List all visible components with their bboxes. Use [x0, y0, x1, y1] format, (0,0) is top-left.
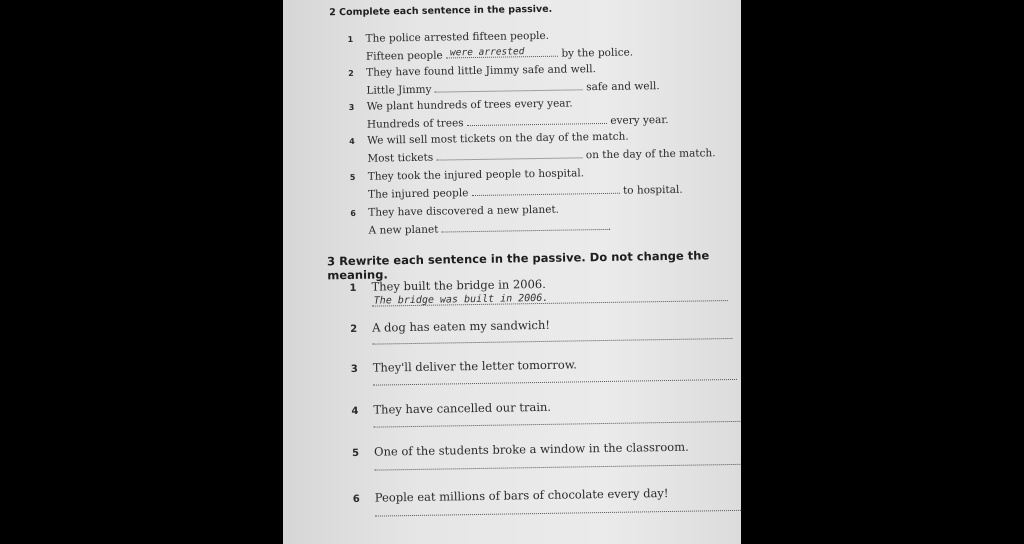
- s3-item-4-answer-line[interactable]: [374, 421, 741, 428]
- s3-item-1-sentence: 1 They built the bridge in 2006.: [349, 276, 546, 294]
- s2-item-2-sentence: 2 They have found little Jimmy safe and well.: [348, 63, 597, 79]
- s2-item-3-completion: Hundreds of trees every year.: [366, 113, 669, 131]
- section-3-instruction: Rewrite each sentence in the passive. Do not change the meaning.: [327, 248, 710, 283]
- s2-item-6-completion: A new planet .: [368, 220, 612, 237]
- s2-item-4-answer-blank[interactable]: [436, 147, 582, 160]
- section-2-heading: [329, 4, 552, 19]
- s3-item-6-answer-line[interactable]: [375, 510, 741, 517]
- s3-item-2-answer-line[interactable]: [372, 338, 732, 345]
- section-2-instruction: Complete each sentence in the passive.: [339, 3, 553, 19]
- s3-item-5-sentence: 5 One of the students broke a window in the classroom.: [352, 439, 689, 459]
- s3-item-3-sentence: 3 They'll deliver the letter tomorrow.: [350, 357, 578, 375]
- s2-item-2-answer-blank[interactable]: [435, 79, 583, 92]
- s3-item-2-sentence: 2 A dog has eaten my sandwich!: [350, 317, 551, 335]
- worksheet-content: [283, 0, 741, 544]
- s2-item-1-completion: Fifteen people were arrested by the police.: [365, 46, 634, 63]
- s3-item-6-sentence: 6 People eat millions of bars of chocolate every day!: [352, 486, 669, 505]
- s2-item-2-completion: Little Jimmy safe and well.: [366, 80, 660, 97]
- s3-item-1-answer: The bridge was built in 2006.: [373, 292, 549, 307]
- s2-item-5-sentence: 5 They took the injured people to hospital.: [349, 167, 585, 183]
- s2-item-5-answer-blank[interactable]: [472, 183, 620, 196]
- s2-item-3-sentence: 3 We plant hundreds of trees every year.: [348, 97, 573, 113]
- s2-item-4-sentence: 4 We will sell most tickets on the day of the match.: [349, 130, 629, 147]
- s2-item-3-answer-blank[interactable]: [467, 113, 607, 126]
- s2-item-6-sentence: 6 They have discovered a new planet.: [350, 203, 560, 219]
- s2-item-6-answer-blank[interactable]: [442, 219, 608, 233]
- s3-item-3-answer-line[interactable]: [373, 379, 737, 386]
- s2-item-1-sentence: 1 The police arrested fifteen people.: [347, 29, 550, 45]
- s2-item-5-completion: The injured people to hospital.: [367, 183, 683, 201]
- s2-item-1-answer-blank[interactable]: [446, 46, 558, 59]
- s2-item-1-answer: were arrested: [449, 46, 525, 59]
- s3-item-5-answer-line[interactable]: [374, 464, 741, 471]
- section-2-number: 2: [329, 7, 336, 19]
- s3-item-4-sentence: 4 They have cancelled our train.: [351, 399, 552, 417]
- worksheet-page: [283, 0, 741, 544]
- s2-item-4-completion: Most tickets on the day of the match.: [367, 147, 716, 165]
- section-3-number: 3: [327, 254, 336, 269]
